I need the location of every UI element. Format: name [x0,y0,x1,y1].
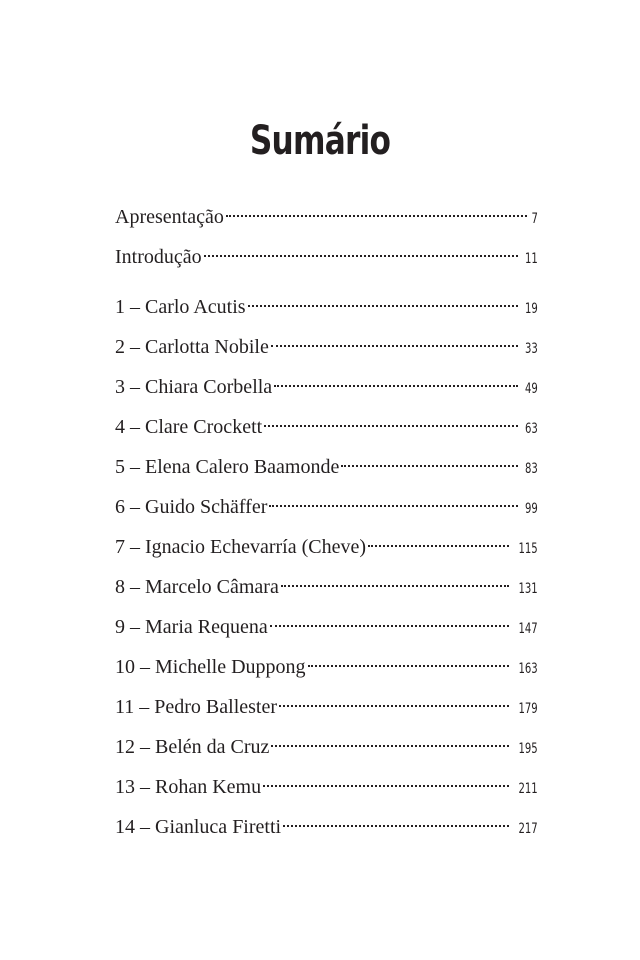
dot-leader [279,687,509,713]
toc-entry-page-number: 179 [518,701,538,717]
dot-leader [283,807,509,833]
dot-leader [270,607,510,633]
toc-entry-chapter-3 [115,367,538,398]
dot-leader [271,327,518,353]
toc-entry-label: 13 – Rohan Kemu [115,776,262,798]
dot-leader [269,487,518,513]
toc-entry-chapter-12 [115,727,538,758]
toc-entry-page-number: 49 [525,381,538,397]
toc-entry-page-number: 83 [525,461,538,477]
toc-entry-label: 14 – Gianluca Firetti [115,816,282,838]
toc-entry-page-number: 11 [525,251,538,267]
dot-leader [264,407,518,433]
toc-entry-page-number: 115 [518,541,538,557]
toc-entry-chapter-7 [115,527,538,558]
toc-entry-presentation [115,197,538,228]
page-title: Sumário [249,117,391,164]
toc-entry-page-number: 163 [518,661,538,677]
dot-leader [341,447,518,473]
toc-entry-chapter-5 [115,447,538,478]
dot-leader [281,567,509,593]
toc-entry-chapter-11 [115,687,538,718]
dot-leader [248,287,519,313]
toc-entry-label: 1 – Carlo Acutis [115,296,246,318]
toc-entry-label: 10 – Michelle Duppong [115,656,306,678]
toc-entry-chapter-4 [115,407,538,438]
toc-entry-page-number: 19 [525,301,538,317]
toc-entry-page-number: 131 [518,581,538,597]
toc-entry-label: 6 – Guido Schäffer [115,496,268,518]
toc-entry-page-number: 211 [518,781,538,797]
toc-entry-page-number: 147 [518,621,538,637]
toc-entry-label: 4 – Clare Crockett [115,416,263,438]
toc-entry-label: Apresentação [115,206,224,228]
toc-entry-chapter-2 [115,327,538,358]
toc-entry-chapter-10 [115,647,538,678]
toc-entry-label: 3 – Chiara Corbella [115,376,273,398]
toc-entry-label: 12 – Belén da Cruz [115,736,270,758]
toc-entry-label: 9 – Maria Requena [115,616,268,638]
dot-leader [274,367,518,393]
dot-leader [368,527,509,553]
dot-leader [263,767,509,793]
toc-entry-page-number: 99 [525,501,538,517]
toc-entry-page-number: 217 [518,821,538,837]
toc-entry-chapter-13 [115,767,538,798]
toc-entry-page-number: 7 [531,211,538,227]
dot-leader [308,647,510,673]
dot-leader [204,237,519,263]
toc-entry-chapter-6 [115,487,538,518]
toc-entry-label: 8 – Marcelo Câmara [115,576,279,598]
toc-entry-chapter-1 [115,287,538,318]
toc-entry-introduction [115,237,538,268]
toc-entry-label: Introdução [115,246,202,268]
dot-leader [271,727,509,753]
toc-entry-label: 7 – Ignacio Echevarría (Cheve) [115,536,366,558]
toc-entry-chapter-14 [115,807,538,838]
toc-entry-chapter-9 [115,607,538,638]
dot-leader [226,197,527,223]
toc-entry-chapter-8 [115,567,538,598]
toc-entry-label: 2 – Carlotta Nobile [115,336,269,358]
toc-entry-page-number: 33 [525,341,538,357]
toc-entry-page-number: 63 [525,421,538,437]
toc-entry-label: 11 – Pedro Ballester [115,696,278,718]
toc-entry-label: 5 – Elena Calero Baamonde [115,456,340,478]
toc-entry-page-number: 195 [518,741,538,757]
